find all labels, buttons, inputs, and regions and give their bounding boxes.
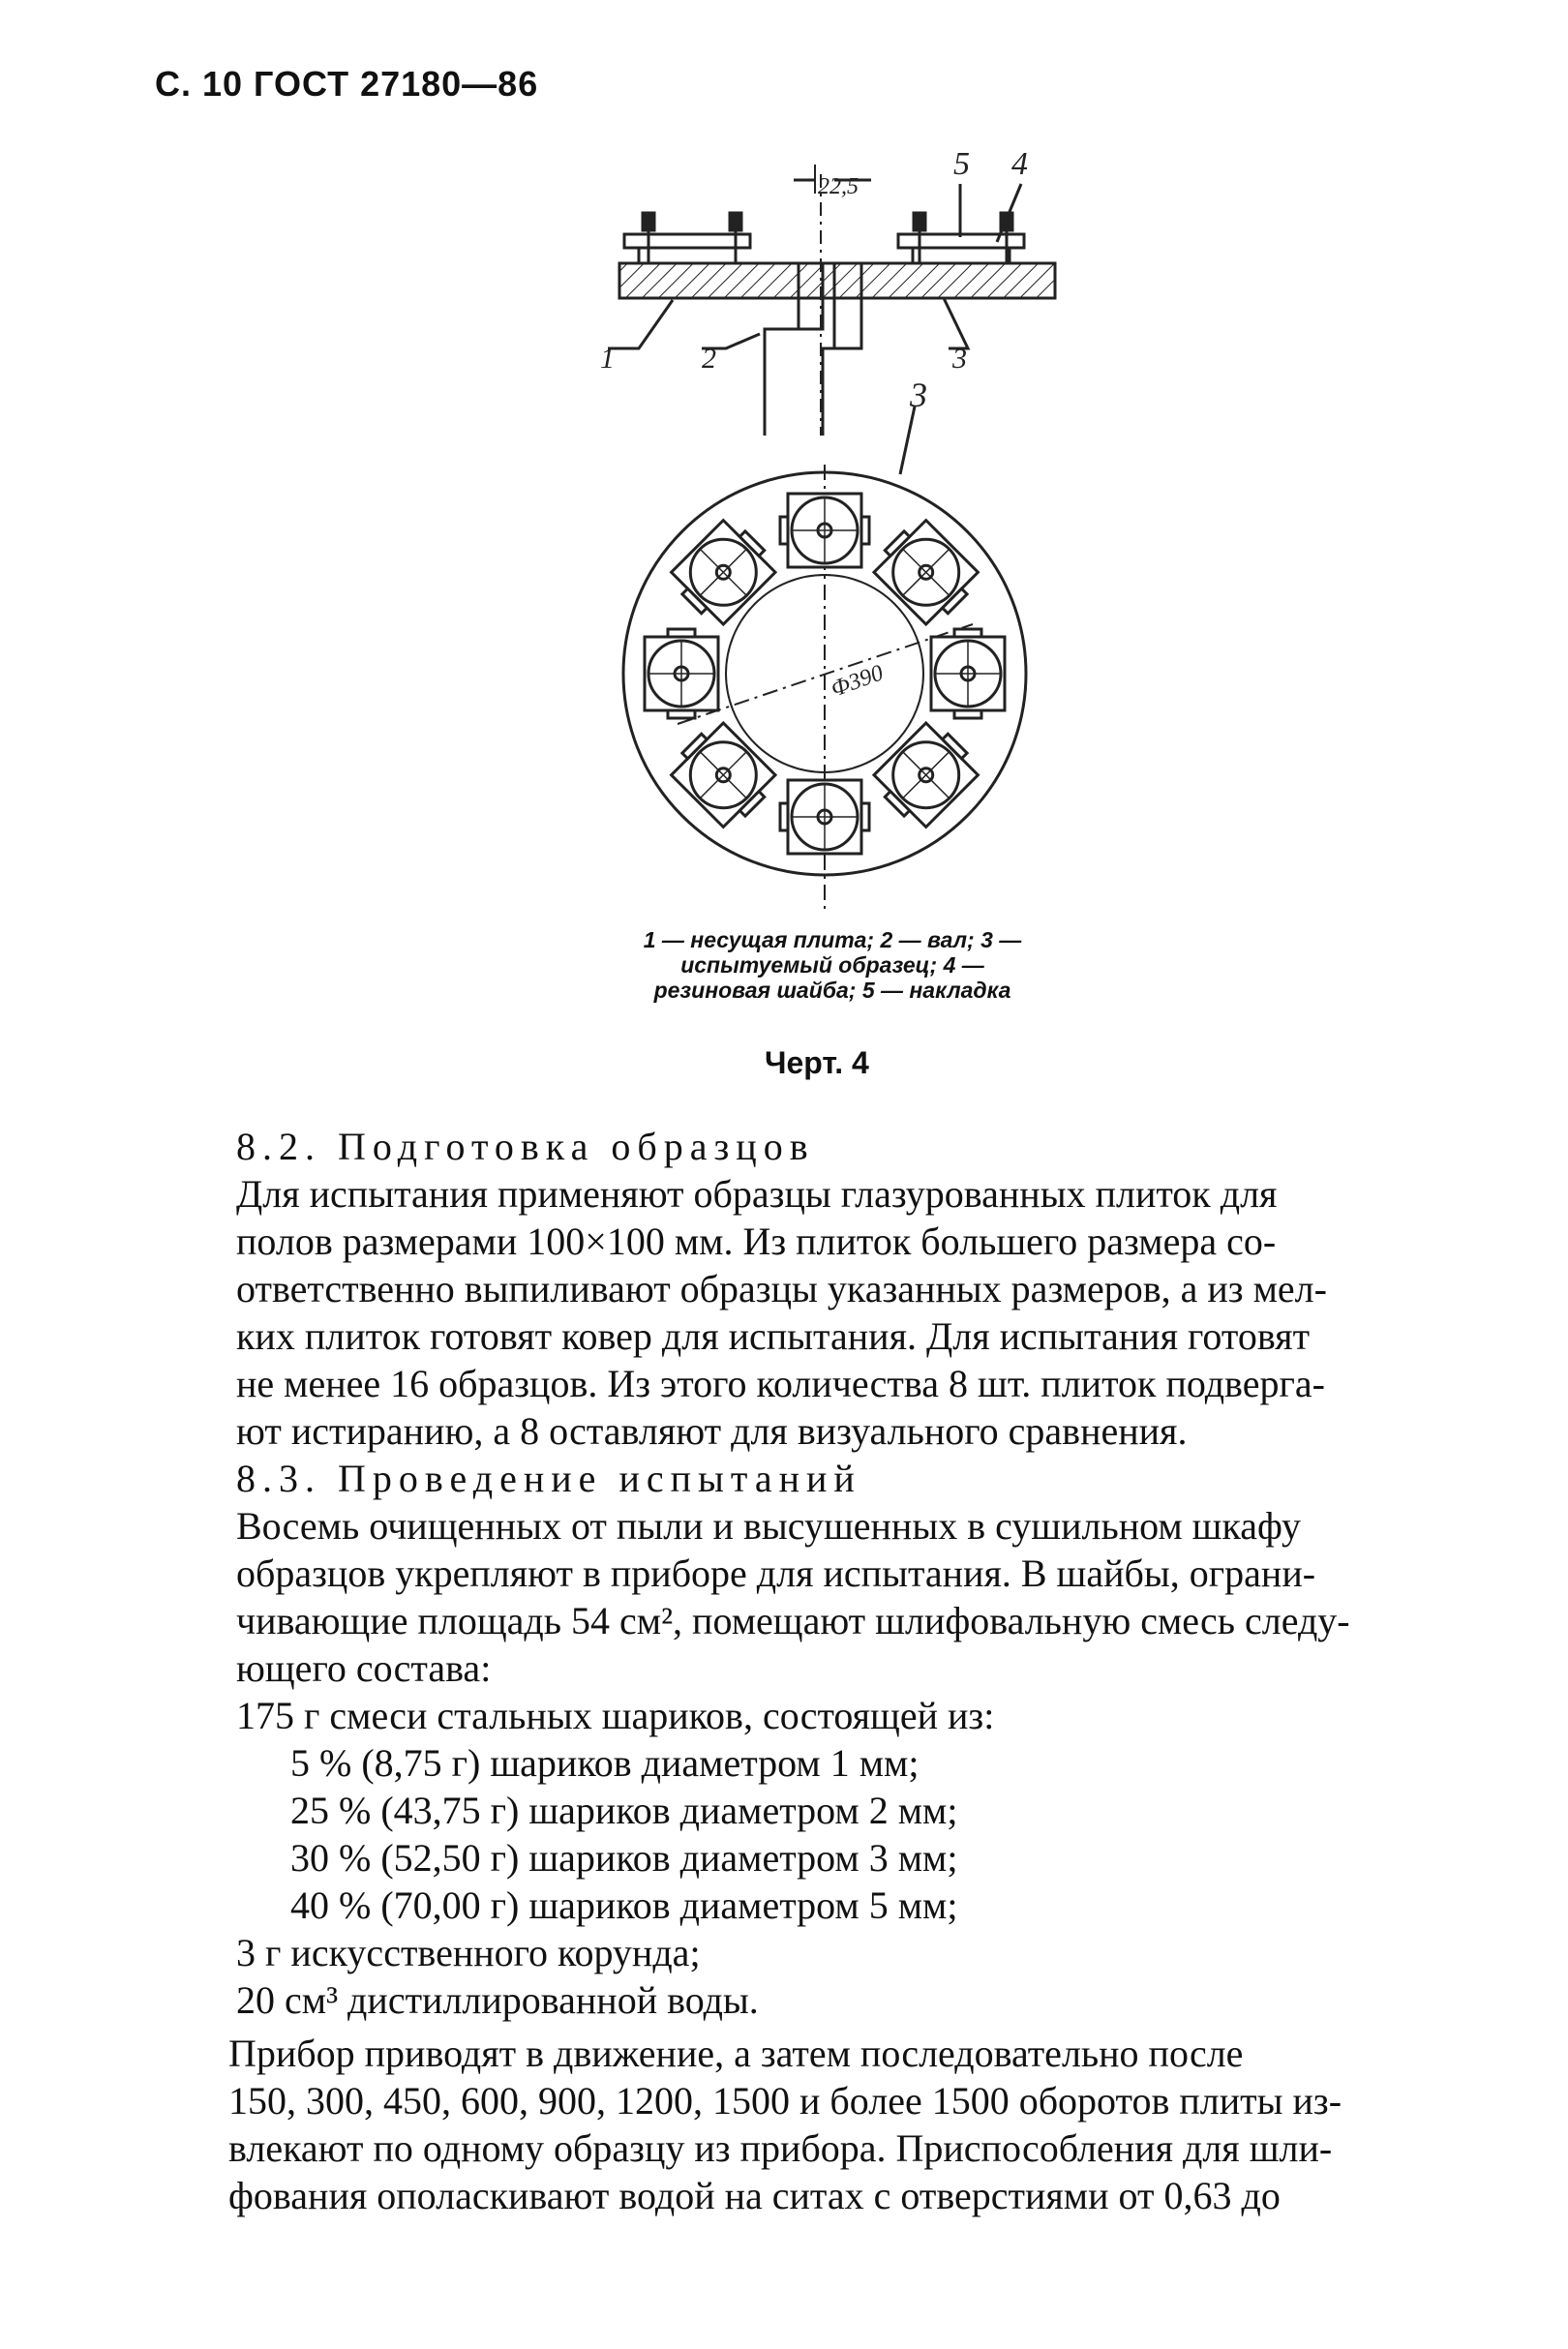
corundum-line: 3 г искусственного корунда; [236,1931,701,1974]
specimen [645,629,718,718]
paragraph-line: полов размерами 100×100 мм. Из плиток большего размера со- [236,1220,1277,1263]
label-5: 5 [953,146,970,182]
plan-view [623,407,1026,910]
specimen [931,629,1005,718]
paragraph-line: Восемь очищенных от пыли и высушенных в сушильном шкафу [236,1504,1301,1548]
mix-item: 25 % (43,75 г) шариков диаметром 2 мм; [290,1789,958,1832]
section-8-3-heading: 8.3. Проведение испытаний [236,1457,861,1500]
label-3: 3 [952,343,967,375]
mix-item: 40 % (70,00 г) шариков диаметром 5 мм; [290,1883,958,1927]
dim-shift-text: 22,5 [818,174,859,199]
figure-title: Черт. 4 [765,1045,869,1080]
paragraph-line: чивающие площадь 54 см², помещают шлифовальную смесь следу- [236,1599,1350,1642]
paragraph-line: ответственно выпиливают образцы указанных размеров, а из мел- [236,1267,1327,1310]
support-plate [619,263,1055,298]
paragraph-line: ких плиток готовят ковер для испытания. Для испытания готовят [236,1314,1311,1358]
dim-diameter-text: Ф390 [828,660,888,703]
section-8-2-heading: 8.2. Подготовка образцов [236,1125,815,1168]
paragraph-line: влекают по одному образцу из прибора. Приспособления для шли- [228,2126,1333,2170]
specimen [780,494,869,567]
mix-intro: 175 г смеси стальных шариков, состоящей из: [236,1694,995,1737]
mix-list [228,1739,1496,1929]
page-header: С. 10 ГОСТ 27180—86 [155,64,539,104]
apparatus-drawing [581,145,1103,958]
section-8-2-body [228,1170,1496,1455]
label-1: 1 [600,343,615,375]
label-4: 4 [1011,146,1028,182]
body-text [228,1123,1496,2219]
paragraph-line: не менее 16 образцов. Из этого количества 8 шт. плиток подверга- [236,1362,1325,1405]
label-2: 2 [702,343,716,375]
figure-caption: 1 — несущая плита; 2 — вал; 3 — испытуемый образец; 4 — резиновая шайба; 5 — накладка [643,927,1022,1003]
paragraph-line: 150, 300, 450, 600, 900, 1200, 1500 и более 1500 оборотов плиты из- [228,2079,1342,2123]
section-8-3-final [228,2030,1496,2219]
water-line: 20 см³ дистиллированной воды. [236,1978,759,2022]
mix-item: 5 % (8,75 г) шариков диаметром 1 мм; [290,1741,920,1785]
paragraph-line: Прибор приводят в движение, а затем последовательно после [228,2032,1244,2075]
paragraph-line: Для испытания применяют образцы глазурованных плиток для [236,1172,1278,1216]
side-view [608,165,1055,436]
label-3-plan: 3 [910,376,927,414]
paragraph-line: ющего состава: [236,1646,492,1690]
section-8-3-body [228,1502,1496,1692]
paragraph-line: фования ополаскивают водой на ситах с отверстиями от 0,63 до [228,2174,1281,2217]
paragraph-line: ют истиранию, а 8 оставляют для визуального сравнения. [236,1409,1188,1453]
mix-item: 30 % (52,50 г) шариков диаметром 3 мм; [290,1836,958,1880]
specimen [780,780,869,854]
paragraph-line: образцов укрепляют в приборе для испытания. В шайбы, ограни- [236,1551,1316,1595]
